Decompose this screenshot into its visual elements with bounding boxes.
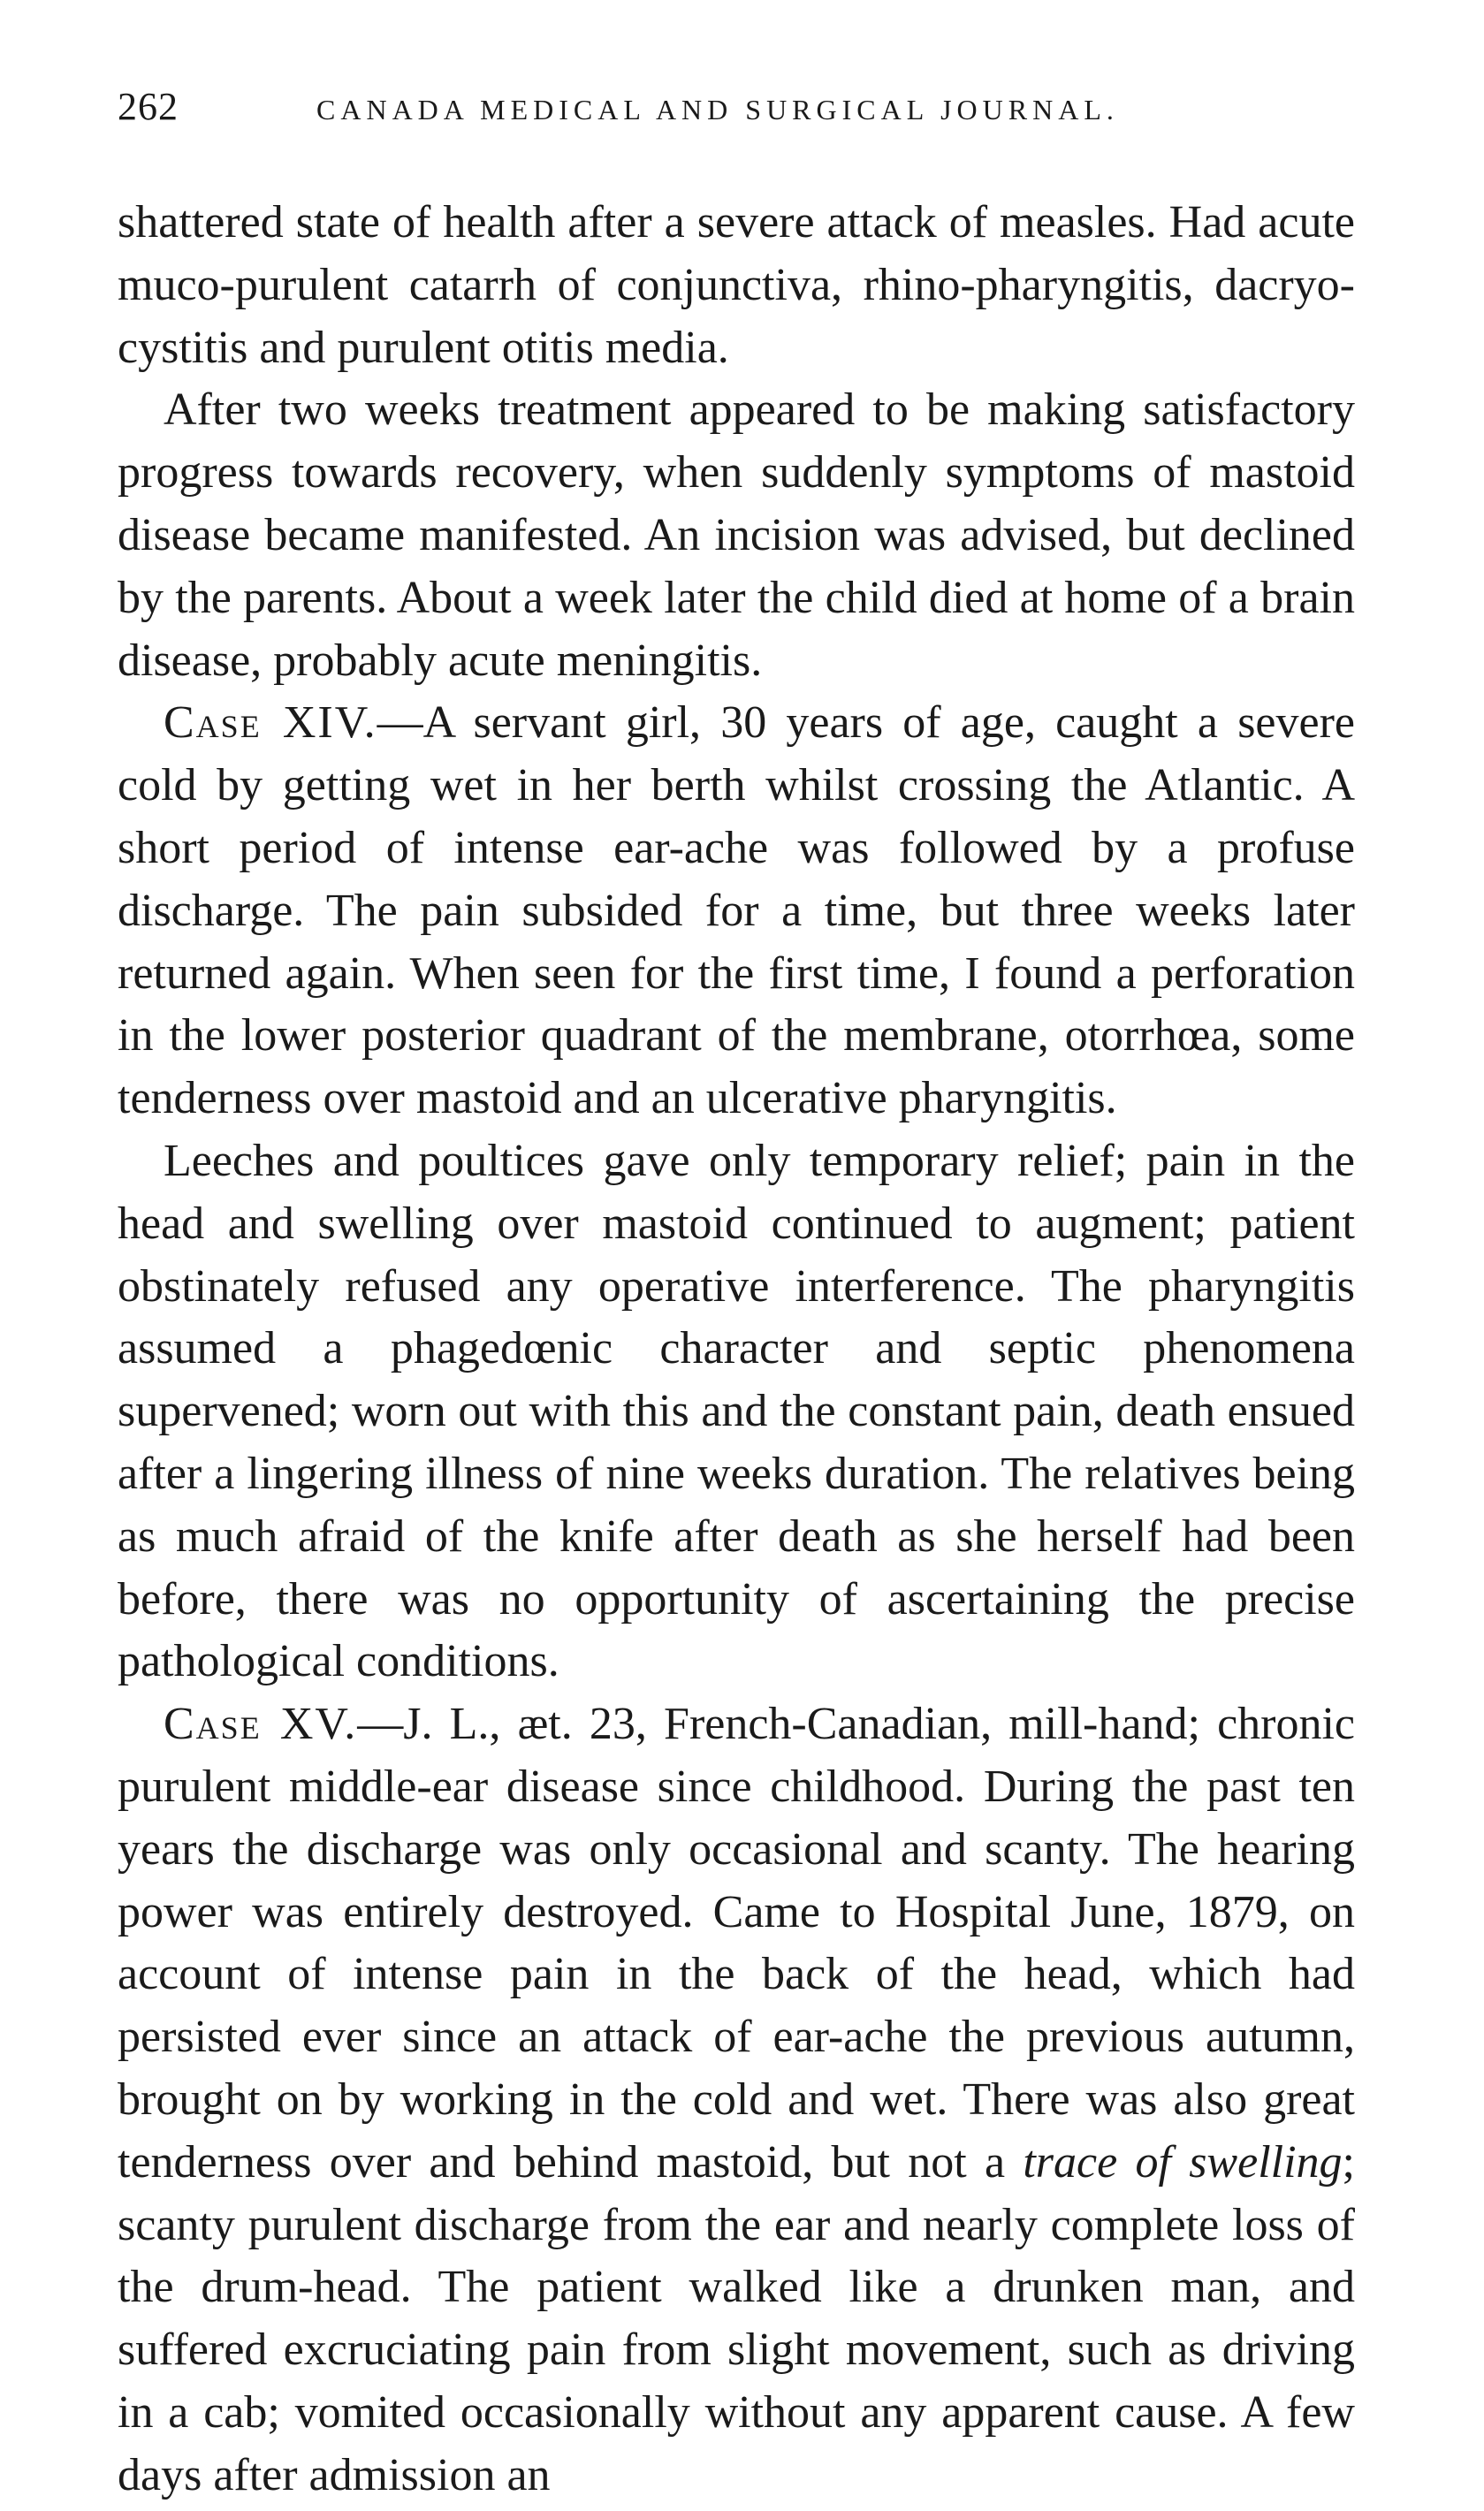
paragraph-text: shattered state of health after a severe attack of measles. Had acute muco-purulent catarrh of conjunctiva, rhino-pharyngitis, dacryo-cystitis and purulent otitis media. [118,197,1355,373]
case-label: Case XV. [164,1699,358,1750]
case-label: Case XIV. [164,697,377,749]
body-text [118,192,1355,2507]
paragraph-text: After two weeks treatment appeared to be making satisfactory progress towards recovery, when suddenly symptoms of mastoid disease became manifested. An incision was advised, but declined by the parents. About a week later the child died at home of a brain disease, probably acute meningitis. [118,384,1355,686]
paragraph-measles-continuation [118,192,1355,379]
page-number: 262 [118,85,179,128]
paragraph-case-xiv [118,692,1355,1130]
paragraph-text: ; scanty purulent discharge from the ear and nearly complete loss of the drum-head. The patient walked like a drunken man, and suffered excruciating pain from slight movement, such as driving in a cab; vomited occasionally without any apparent cause. A few days after admission an [118,2136,1355,2500]
page-header [118,84,1355,137]
running-title: CANADA MEDICAL AND SURGICAL JOURNAL. [316,94,1119,126]
paragraph-case-xv [118,1693,1355,2507]
journal-page [118,84,1355,2507]
paragraph-text: —J. L., æt. 23, French-Canadian, mill-hand; chronic purulent middle-ear disease since childhood. During the past ten years the discharge was only occasional and scanty. The hearing power was entirely destroyed. Came to Hospital June, 1879, on account of intense pain in the back of the head, which had persisted ever since an attack of ear-ache the previous autumn, brought on by working in the cold and wet. There was also great tenderness over and behind mastoid, but not a [118,1699,1355,2188]
paragraph-mastoid-disease [118,379,1355,692]
paragraph-leeches-poultices [118,1130,1355,1693]
paragraph-text: Leeches and poultices gave only temporary relief; pain in the head and swelling over mastoid continued to augment; patient obstinately refused any operative interference. The pharyngitis assumed a phagedœnic character and septic phenomena supervened; worn out with this and the constant pain, death ensued after a lingering illness of nine weeks duration. The relatives being as much afraid of the knife after death as she herself had been before, there was no opportunity of ascertaining the precise pathological conditions. [118,1135,1355,1687]
paragraph-text: —A servant girl, 30 years of age, caught a severe cold by getting wet in her berth whilst crossing the Atlantic. A short period of intense ear-ache was followed by a profuse discharge. The pain subsided for a time, but three weeks later returned again. When seen for the first time, I found a perforation in the lower posterior quadrant of the membrane, otorrhœa, some tenderness over mastoid and an ulcerative pharyngitis. [118,697,1355,1124]
italic-emphasis: trace of swelling [1023,2136,1343,2188]
